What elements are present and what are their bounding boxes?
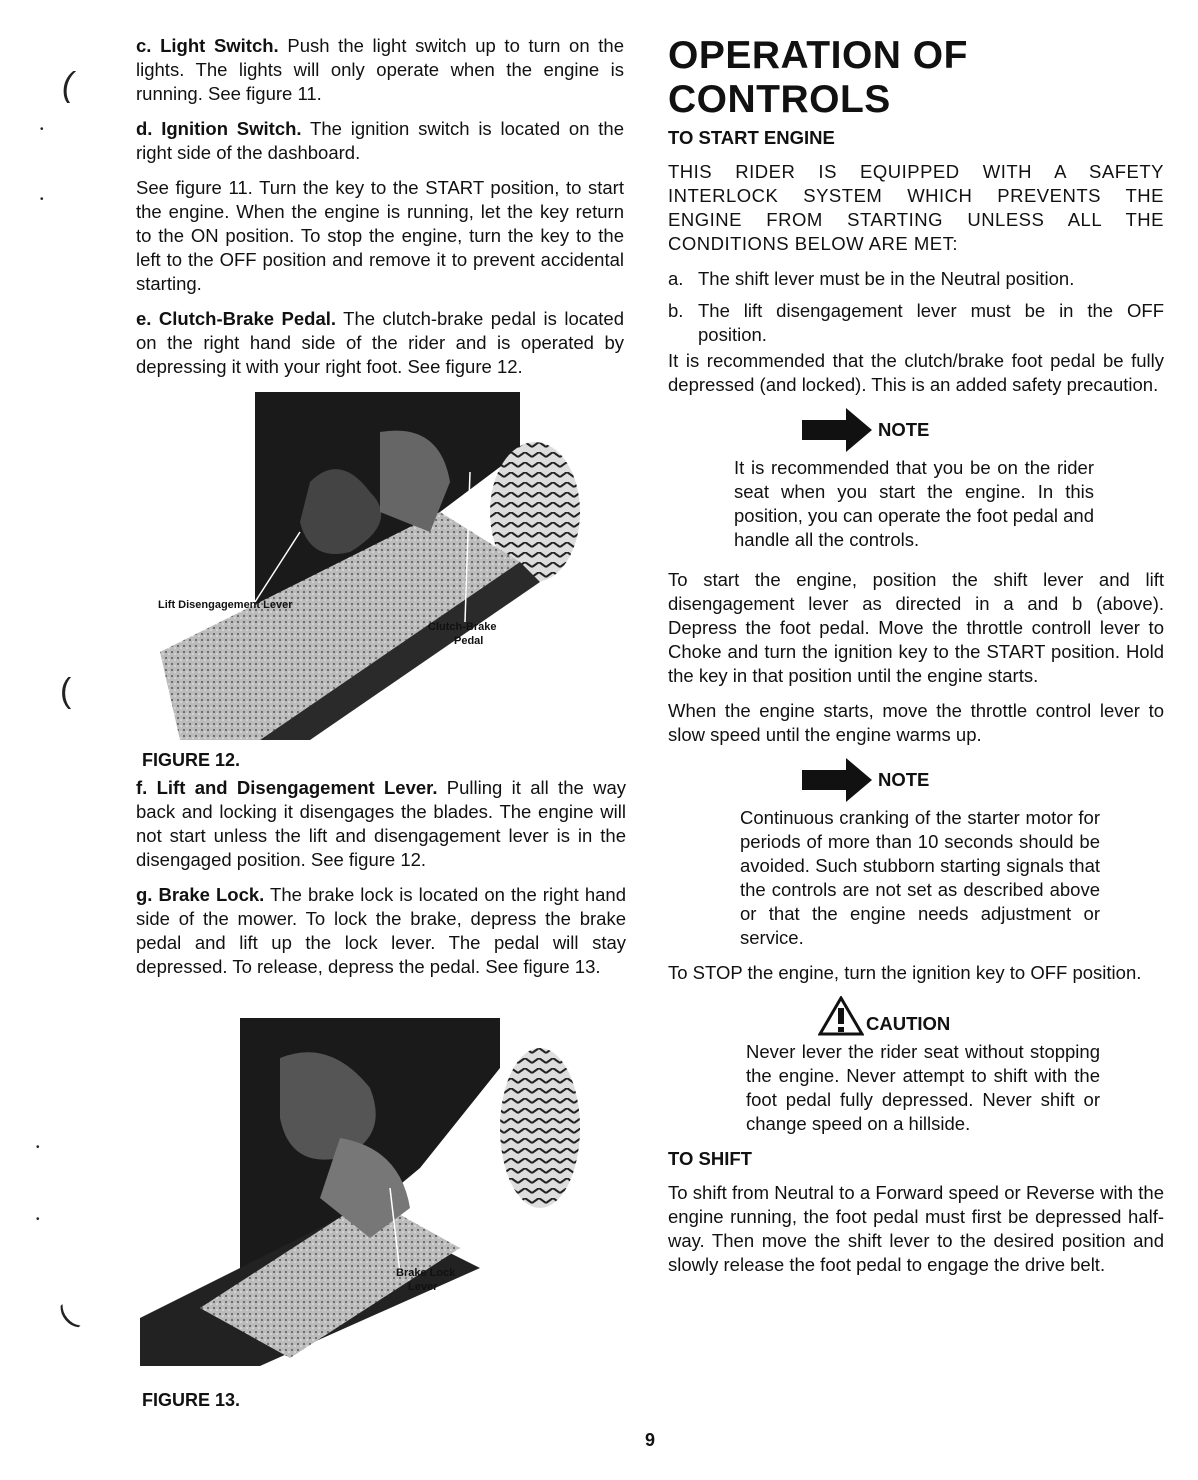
figure-12-caption: FIGURE 12.	[142, 750, 241, 770]
para-recommend: It is recommended that the clutch/brake foot pedal be fully depressed (and locked). This is an added safety precaution.	[668, 350, 1164, 395]
para-lift-lever: f. Lift and Disengagement Lever. Pulling it all the way back and locking it disengages the blades. The engine will not start unless the lift and disengagement lever is in the disengaged position. See figure 12.	[136, 777, 626, 870]
figure-12-illustration	[140, 392, 580, 740]
condition-b: b. The lift disengagement lever must be in the OFF position.	[668, 300, 1164, 345]
figure-13-caption: FIGURE 13.	[142, 1390, 241, 1410]
para-shift: To shift from Neutral to a Forward speed or Reverse with the engine running, the foot pedal must first be depressed half-way. Then move the shift lever to the desired position and slowly release the foot pedal to engage the drive belt.	[668, 1182, 1164, 1275]
figure-12-label-pedal: Pedal	[454, 635, 484, 647]
right-column	[668, 34, 1164, 1288]
para-clutch-brake: e. Clutch-Brake Pedal. The clutch-brake pedal is located on the right hand side of the rider and is operated by depressing it with your right foot. See figure 12.	[136, 308, 625, 377]
arrow-right-icon	[802, 758, 872, 802]
para-brake-lock: g. Brake Lock. The brake lock is located on the right hand side of the mower. To lock the brake, depress the brake pedal and lift up the lock lever. The pedal will stay depressed. To release, depress the pedal. See figure 13.	[136, 884, 627, 977]
margin-mark: •	[40, 194, 44, 205]
figure-12-photo	[140, 392, 580, 740]
arrow-right-icon	[802, 408, 872, 452]
figure-12-label-clutch: Clutch-Brake	[428, 621, 497, 633]
margin-mark: (	[62, 66, 74, 104]
margin-mark: •	[36, 1142, 40, 1153]
caution-text: Never lever the rider seat without stopping the engine. Never attempt to shift with the foot pedal fully depressed. Never shift or change speed on a hillside.	[746, 1041, 1100, 1134]
margin-mark: (	[60, 672, 72, 710]
margin-mark: (	[52, 1300, 82, 1333]
figure-13-illustration	[140, 1018, 580, 1366]
warning-triangle-icon	[818, 996, 864, 1036]
para-start-procedure: To start the engine, position the shift lever and lift disengagement lever as directed in a and b (above). Depress the foot pedal. Move the throttle controll lever to Choke and turn the ignition key to the START position. Hold the key in that position until the engine starts.	[668, 569, 1164, 686]
figure-12-label-lift: Lift Disengagement Lever	[158, 599, 293, 611]
para-ignition-detail: See figure 11. Turn the key to the START position, to start the engine. When the engine is running, let the key return to the ON position. To stop the engine, turn the key to the left to the OFF position and remove it to prevent accidental starting.	[136, 177, 624, 294]
figure-13-label-brake: Brake Lock	[396, 1267, 456, 1279]
left-column-lower	[136, 776, 626, 990]
note-text-2: Continuous cranking of the starter motor for periods of more than 10 seconds should be avoided. Such stubborn starting signals that the controls are not set as described above or that the engine needs adjustment or service.	[740, 807, 1100, 948]
subheading-start-engine: TO START ENGINE	[668, 127, 835, 148]
margin-mark: •	[40, 124, 44, 135]
page-number: 9	[645, 1430, 656, 1450]
note-heading-1: NOTE	[802, 408, 1164, 452]
para-stop-engine: To STOP the engine, turn the ignition key to OFF position.	[668, 962, 1142, 983]
para-ignition-switch: d. Ignition Switch. The ignition switch is located on the right side of the dashboard.	[136, 118, 625, 163]
caution-heading: CAUTION	[818, 996, 1164, 1036]
subheading-shift: TO SHIFT	[668, 1148, 752, 1169]
figure-13-label-lever: Lever	[408, 1281, 438, 1293]
condition-a: a. The shift lever must be in the Neutral position.	[668, 268, 1075, 289]
section-title: OPERATION OF CONTROLS	[668, 34, 968, 121]
left-column	[136, 34, 624, 390]
margin-mark: •	[36, 1214, 40, 1225]
para-light-switch: c. Light Switch. Push the light switch up to turn on the lights. The lights will only operate when the engine is running. See figure 11.	[136, 35, 624, 104]
note-text-1: It is recommended that you be on the rider seat when you start the engine. In this position, you can operate the foot pedal and handle all the controls.	[734, 457, 1094, 550]
note-heading-2: NOTE	[802, 758, 1164, 802]
para-warm-up: When the engine starts, move the throttle control lever to slow speed until the engine warms up.	[668, 700, 1164, 745]
para-interlock: THIS RIDER IS EQUIPPED WITH A SAFETY INTERLOCK SYSTEM WHICH PREVENTS THE ENGINE FROM STARTING UNLESS ALL THE CONDITIONS BELOW ARE MET:	[668, 161, 1164, 254]
figure-13-photo	[140, 1018, 580, 1366]
